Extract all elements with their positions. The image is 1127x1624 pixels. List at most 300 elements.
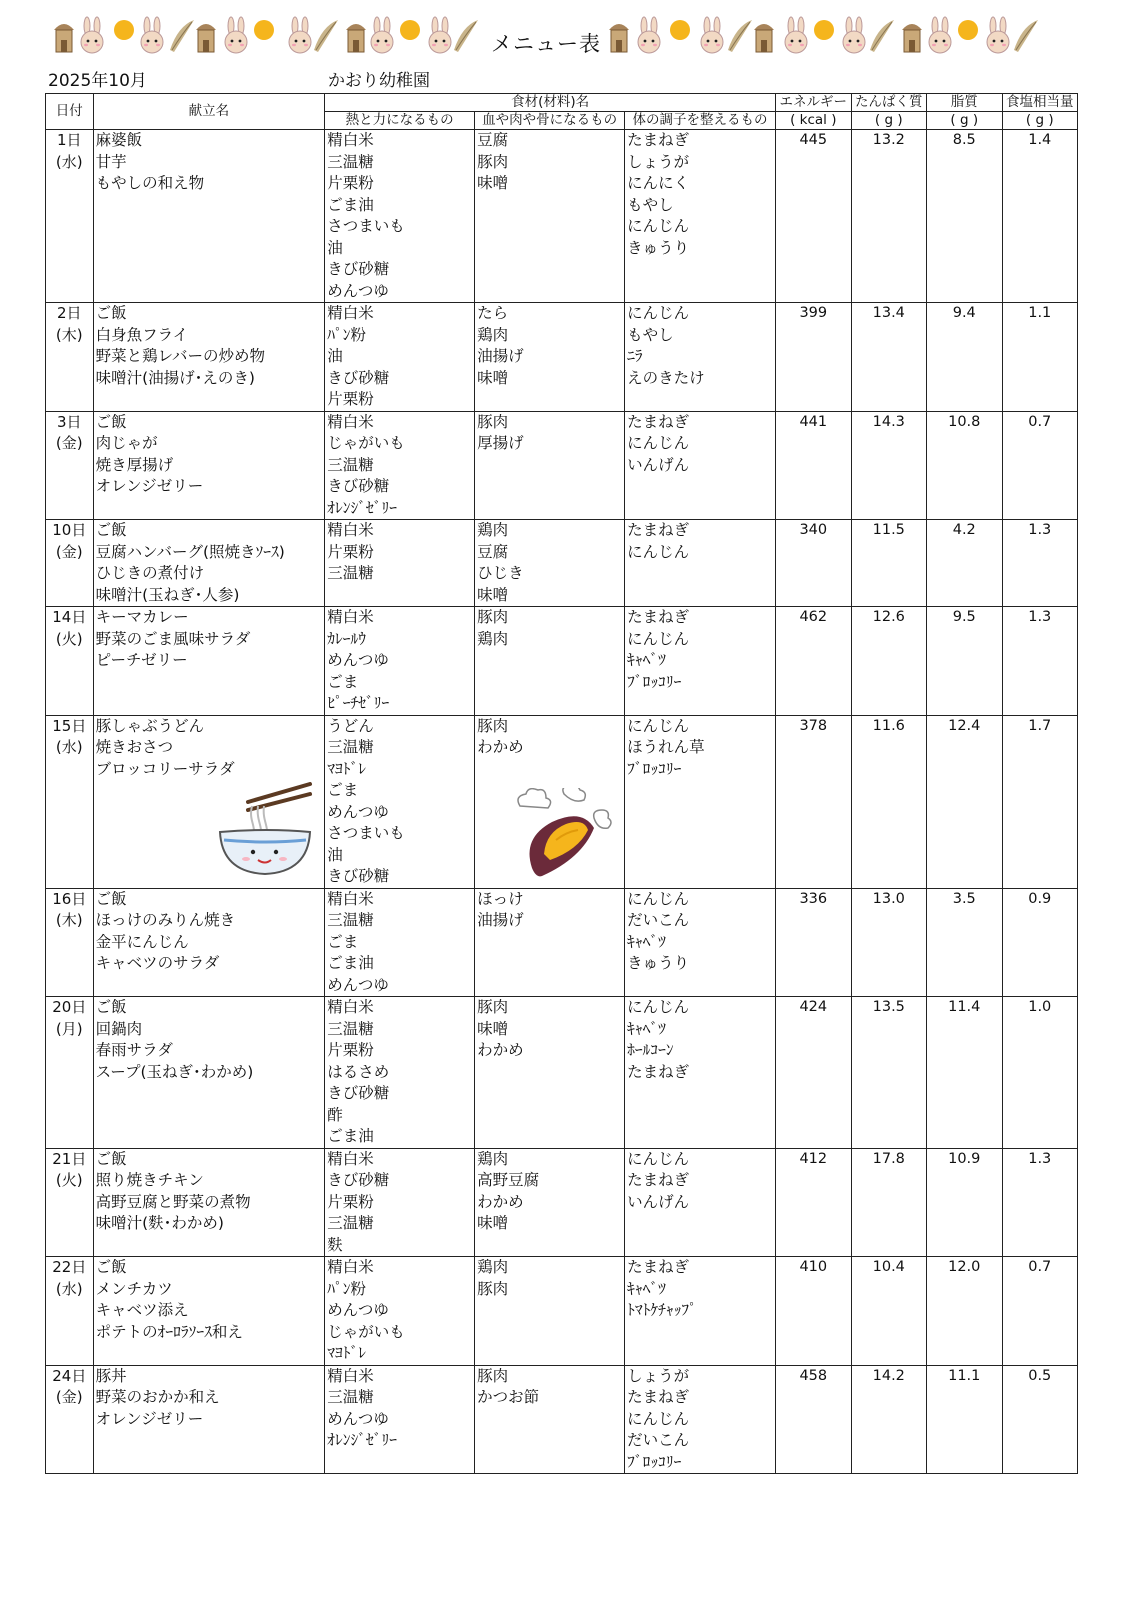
grass-icon [870,20,894,52]
table-row [46,607,1078,716]
energy-value: 458 [776,1365,851,1474]
date-cell [46,888,94,997]
ingredient: 精白米 [327,998,374,1016]
dish-name: オレンジゼリー [95,477,204,495]
ingredient: にんじん [627,998,690,1016]
energy-food-cell [325,520,475,607]
menu-cell [93,130,325,303]
ingredient: 三温糖 [327,1214,374,1232]
energy-value: 340 [776,520,851,607]
body-food-cell [475,520,625,607]
orange-icon [400,20,420,40]
condition-food-cell [625,715,776,888]
weekday-label: (水) [55,1279,83,1298]
table-row [46,997,1078,1149]
energy-food-cell [325,1257,475,1366]
ingredient: 豚肉 [477,1366,509,1385]
dish-name: 肉じゃが [95,434,158,452]
table-row [46,888,1078,997]
ingredient: いんげん [627,455,690,474]
energy-food-cell [325,997,475,1149]
orange-icon [670,20,690,40]
orange-icon [254,20,274,40]
ingredient: 厚揚げ [477,434,524,452]
ingredient: 豆腐 [477,131,509,149]
orange-icon [114,20,134,40]
ingredient: 高野豆腐 [477,1171,540,1189]
col-condition-food: 体の調子を整えるもの [625,112,776,130]
salt-value: 0.9 [1002,888,1078,997]
dish-name: 白身魚フライ [95,325,189,344]
ingredient: ﾌﾞﾛｯｺﾘｰ [627,759,682,778]
menu-cell [93,888,325,997]
weekday-label: (金) [55,542,83,561]
ingredient: たまねぎ [627,1388,690,1406]
ingredient: 鶏肉 [477,521,509,539]
ingredient: めんつゆ [327,651,389,669]
ingredient: にんじん [627,1409,690,1428]
rabbit-icon [81,17,103,53]
table-row [46,1365,1078,1474]
salt-value: 1.3 [1002,1148,1078,1257]
menu-table [45,93,1078,1474]
dish-name: 春雨サラダ [95,1041,173,1059]
dish-name: 焼き厚揚げ [95,455,174,474]
table-row [46,303,1078,412]
protein-unit: ( g ) [851,112,926,130]
date-cell [46,130,94,303]
col-menu: 献立名 [93,94,325,130]
protein-value: 11.6 [851,715,926,888]
ingredient: 鶏肉 [477,629,509,648]
energy-value: 410 [776,1257,851,1366]
ingredient: たまねぎ [627,608,690,626]
ingredient: めんつゆ [327,1301,389,1319]
shrine-icon [754,24,774,52]
ingredient: 油 [327,238,343,257]
condition-food-cell [625,1148,776,1257]
dish-name: キャベツのサラダ [95,954,220,972]
ingredient: ﾊﾟﾝ粉 [327,1279,366,1298]
ingredient: にんじん [627,629,690,648]
ingredient: ごま [327,932,359,951]
ingredient: もやし [627,325,674,344]
ingredient: 精白米 [327,412,374,431]
body-food-cell [475,1365,625,1474]
ingredient: 味噌 [477,585,509,604]
shrine-icon [609,24,629,52]
dish-name: 甘芋 [95,152,127,171]
col-protein: たんぱく質 [851,94,926,112]
ingredient: だいこん [627,911,690,929]
date-cell [46,607,94,716]
ingredient: 豚肉 [477,998,509,1016]
ingredient: にんじん [627,542,690,561]
ingredient: たまねぎ [627,1171,690,1189]
weekday-label: (水) [55,738,83,756]
rabbit-icon [371,17,393,53]
day-label: 22日 [52,1258,87,1276]
dish-name: 野菜のおかか和え [95,1388,220,1406]
condition-food-cell [625,411,776,520]
fat-value: 4.2 [927,520,1002,607]
ingredient: しょうが [627,1366,690,1385]
menu-cell [93,1148,325,1257]
ingredient: たまねぎ [627,1062,690,1081]
ingredient: にんじん [627,434,690,452]
ingredient: ほうれん草 [627,738,705,756]
dish-name: ほっけのみりん焼き [95,911,236,929]
salt-value: 0.5 [1002,1365,1078,1474]
ingredient: 精白米 [327,889,374,908]
ingredient: いんげん [627,1192,690,1211]
ingredient: ｵﾚﾝｼﾞｾﾞﾘｰ [327,498,397,517]
ingredient: ｷｬﾍﾞﾂ [627,651,666,669]
dish-name: 味噌汁(麩･わかめ) [95,1214,224,1232]
date-cell [46,411,94,520]
shrine-icon [196,24,216,52]
shrine-icon [902,24,922,52]
weekday-label: (木) [55,911,83,929]
dish-name: ひじきの煮付け [95,564,205,582]
day-label: 20日 [52,998,87,1016]
ingredient: ｷｬﾍﾞﾂ [627,932,666,951]
body-food-cell [475,303,625,412]
weekday-label: (火) [55,1171,83,1189]
ingredient: だいこん [627,1431,690,1449]
fat-value: 12.0 [927,1257,1002,1366]
dish-name: ご飯 [95,521,127,539]
day-label: 2日 [57,304,82,322]
dish-name: 味噌汁(油揚げ･えのき) [95,368,255,387]
date-cell [46,303,94,412]
ingredient: きび砂糖 [327,368,390,387]
ingredient: ﾆﾗ [627,347,643,365]
ingredient: 片栗粉 [327,1192,374,1211]
fat-value: 11.1 [927,1365,1002,1474]
ingredient: もやし [627,195,674,214]
weekday-label: (火) [55,629,83,648]
dish-name: 金平にんじん [95,932,189,951]
condition-food-cell [625,1257,776,1366]
energy-food-cell [325,303,475,412]
dish-name: 味噌汁(玉ねぎ･人参) [95,585,240,604]
menu-cell [93,1257,325,1366]
ingredient: 精白米 [327,1366,374,1385]
ingredient: 豚肉 [477,152,509,171]
protein-value: 17.8 [851,1148,926,1257]
ingredient: ﾌﾞﾛｯｺﾘｰ [627,1452,682,1471]
ingredient: ﾋﾟｰﾁｾﾞﾘｰ [327,694,390,712]
weekday-label: (金) [55,1388,83,1406]
ingredient: にんにく [627,174,690,192]
fat-value: 9.5 [927,607,1002,716]
orange-icon [814,20,834,40]
dish-name: キーマカレー [95,608,189,626]
ingredient: ごま油 [327,195,374,214]
date-cell [46,1257,94,1366]
rabbit-icon [638,17,660,53]
ingredient: きび砂糖 [327,260,390,278]
school-name: かおり幼稚園 [328,71,430,91]
grass-icon [314,20,338,52]
weekday-label: (金) [55,434,83,452]
ingredient: 味噌 [477,368,509,387]
energy-food-cell [325,1365,475,1474]
grass-icon [1014,20,1038,52]
ingredient: たまねぎ [627,412,690,431]
day-label: 14日 [52,608,87,626]
grass-icon [170,20,194,52]
dish-name: ご飯 [95,1149,127,1168]
energy-value: 462 [776,607,851,716]
weekday-label: (水) [55,152,83,171]
menu-cell [93,607,325,716]
ingredient: たら [477,304,509,322]
dish-name: ご飯 [95,412,127,431]
ingredient: めんつゆ [327,281,389,300]
dish-name: 麻婆飯 [95,131,143,149]
ingredient: たまねぎ [627,131,690,149]
ingredient: めんつゆ [327,802,389,821]
ingredient: きび砂糖 [327,1171,390,1189]
ingredient: きび砂糖 [327,867,390,885]
ingredient: ｷｬﾍﾞﾂ [627,1279,666,1298]
energy-value: 336 [776,888,851,997]
protein-value: 11.5 [851,520,926,607]
ingredient: きび砂糖 [327,477,390,495]
day-label: 10日 [52,521,87,539]
ingredient: ごま油 [327,954,374,972]
protein-value: 14.3 [851,411,926,520]
table-row [46,130,1078,303]
ingredient: 油 [327,347,343,365]
ingredient: はるさめ [327,1062,390,1081]
ingredient: 豆腐 [477,542,509,561]
ingredient: 鶏肉 [477,1258,509,1276]
ingredient: うどん [327,716,374,735]
rabbit-icon [843,17,865,53]
fat-value: 12.4 [927,715,1002,888]
col-fat: 脂質 [927,94,1002,112]
condition-food-cell [625,130,776,303]
col-body-food: 血や肉や骨になるもの [475,112,625,130]
day-label: 16日 [52,889,87,908]
body-food-cell [475,130,625,303]
energy-food-cell [325,130,475,303]
ingredient: ｵﾚﾝｼﾞｾﾞﾘｰ [327,1431,397,1449]
dish-name: オレンジゼリー [95,1409,204,1428]
col-date: 日付 [46,94,94,130]
dish-name: ポテトのｵｰﾛﾗｿｰｽ和え [95,1322,243,1341]
ingredient: ﾎｰﾙｺｰﾝ [627,1041,674,1059]
dish-name: 豚丼 [95,1366,127,1385]
ingredient: きび砂糖 [327,1084,390,1102]
dish-name: キャベツ添え [95,1301,189,1319]
ingredient: 豚肉 [477,716,509,735]
ingredient: にんじん [627,716,690,735]
weekday-label: (月) [55,1019,83,1038]
ingredient: きゅうり [627,954,690,972]
condition-food-cell [625,997,776,1149]
salt-value: 1.3 [1002,607,1078,716]
salt-value: 0.7 [1002,1257,1078,1366]
shrine-icon [54,24,74,52]
ingredient: にんじん [627,889,690,908]
ingredient: 片栗粉 [327,174,374,192]
ingredient: ごま油 [327,1127,374,1145]
dish-name: スープ(玉ねぎ･わかめ) [95,1062,254,1081]
table-row [46,520,1078,607]
table-row [46,1148,1078,1257]
salt-value: 1.0 [1002,997,1078,1149]
dish-name: 高野豆腐と野菜の煮物 [95,1192,251,1211]
ingredient: わかめ [477,738,524,756]
energy-value: 412 [776,1148,851,1257]
dish-name: 豚しゃぶうどん [95,716,205,735]
ingredient: めんつゆ [327,1409,389,1428]
day-label: 21日 [52,1149,87,1168]
ingredient: 片栗粉 [327,390,374,408]
col-energy: エネルギー [776,94,851,112]
ingredient: 三温糖 [327,911,374,929]
condition-food-cell [625,888,776,997]
ingredient: ひじき [477,564,524,582]
ingredient: にんじん [627,217,690,235]
dish-name: 豆腐ハンバーグ(照焼きｿｰｽ) [95,542,285,561]
ingredient: 豚肉 [477,608,509,626]
weekday-label: (木) [55,325,83,344]
year-month: 2025年10月 [48,71,147,91]
ingredient: ｶﾚｰﾙｳ [327,629,366,648]
fat-value: 9.4 [927,303,1002,412]
col-energy-food: 熱と力になるもの [325,112,475,130]
ingredient: 味噌 [477,1214,509,1232]
ingredient: 三温糖 [327,1388,374,1406]
dish-name: メンチカツ [95,1279,173,1298]
protein-value: 10.4 [851,1257,926,1366]
ingredient: ﾏﾖﾄﾞﾚ [327,759,366,778]
dish-name: ブロッコリーサラダ [95,759,235,778]
salt-value: 1.4 [1002,130,1078,303]
protein-value: 13.0 [851,888,926,997]
date-cell [46,715,94,888]
orange-icon [958,20,978,40]
energy-food-cell [325,1148,475,1257]
rabbit-icon [429,17,451,53]
ingredient: じゃがいも [327,1322,405,1341]
ingredient: たまねぎ [627,1258,690,1276]
ingredient: ﾌﾞﾛｯｺﾘｰ [627,672,682,691]
salt-value: 1.3 [1002,520,1078,607]
col-ingredients: 食材(材料)名 [325,94,776,112]
ingredient: ごま [327,781,359,799]
ingredient: ごま [327,672,359,691]
ingredient: たまねぎ [627,521,690,539]
ingredient: 酢 [327,1105,343,1124]
ingredient: 精白米 [327,521,374,539]
protein-value: 13.5 [851,997,926,1149]
ingredient: にんじん [627,1149,690,1168]
fat-value: 3.5 [927,888,1002,997]
menu-cell [93,997,325,1149]
ingredient: 三温糖 [327,455,374,474]
ingredient: ﾊﾟﾝ粉 [327,325,366,344]
table-row [46,411,1078,520]
protein-value: 12.6 [851,607,926,716]
ingredient: 油揚げ [477,911,524,929]
ingredient: えのきたけ [627,368,705,387]
energy-value: 378 [776,715,851,888]
ingredient: さつまいも [327,217,405,235]
ingredient: わかめ [477,1192,524,1211]
salt-value: 0.7 [1002,411,1078,520]
day-label: 3日 [57,412,82,431]
day-label: 15日 [52,716,87,735]
condition-food-cell [625,303,776,412]
condition-food-cell [625,1365,776,1474]
col-salt: 食塩相当量 [1002,94,1078,112]
salt-value: 1.1 [1002,303,1078,412]
ingredient: 精白米 [327,1258,374,1276]
body-food-cell [475,411,625,520]
rabbit-icon [701,17,723,53]
grass-icon [454,20,478,52]
ingredient: にんじん [627,304,690,322]
ingredient: わかめ [477,1041,524,1059]
ingredient: さつまいも [327,824,405,842]
rabbit-icon [987,17,1009,53]
body-food-cell [475,888,625,997]
grass-icon [728,20,752,52]
ingredient: 三温糖 [327,564,374,582]
dish-name: 野菜のごま風味サラダ [95,629,251,648]
rabbit-icon [785,17,807,53]
energy-value: 399 [776,303,851,412]
dish-name: ご飯 [95,998,127,1016]
dish-name: 焼きおさつ [95,738,174,756]
rabbit-icon [225,17,247,53]
rabbit-icon [141,17,163,53]
dish-name: ご飯 [95,304,127,322]
ingredient: じゃがいも [327,434,405,452]
ingredient: ﾄﾏﾄｹﾁｬｯﾌﾟ [627,1301,697,1319]
ingredient: めんつゆ [327,975,389,994]
date-cell [46,1365,94,1474]
shrine-icon [346,24,366,52]
menu-cell [93,1365,325,1474]
body-food-cell [475,1148,625,1257]
energy-value: 441 [776,411,851,520]
menu-cell [93,520,325,607]
rabbit-icon [289,17,311,53]
dish-name: 野菜と鶏レバーの炒め物 [95,347,265,365]
fat-value: 8.5 [927,130,1002,303]
ingredient: 精白米 [327,1149,374,1168]
ingredient: 鶏肉 [477,325,509,344]
salt-value: 1.7 [1002,715,1078,888]
ingredient: 片栗粉 [327,542,374,561]
ingredient: 三温糖 [327,152,374,171]
date-cell [46,520,94,607]
date-cell [46,1148,94,1257]
ingredient: 味噌 [477,1019,509,1038]
ingredient: ﾏﾖﾄﾞﾚ [327,1344,366,1362]
ingredient: 油 [327,845,343,864]
ingredient: 精白米 [327,608,374,626]
fat-value: 11.4 [927,997,1002,1149]
body-food-cell [475,607,625,716]
